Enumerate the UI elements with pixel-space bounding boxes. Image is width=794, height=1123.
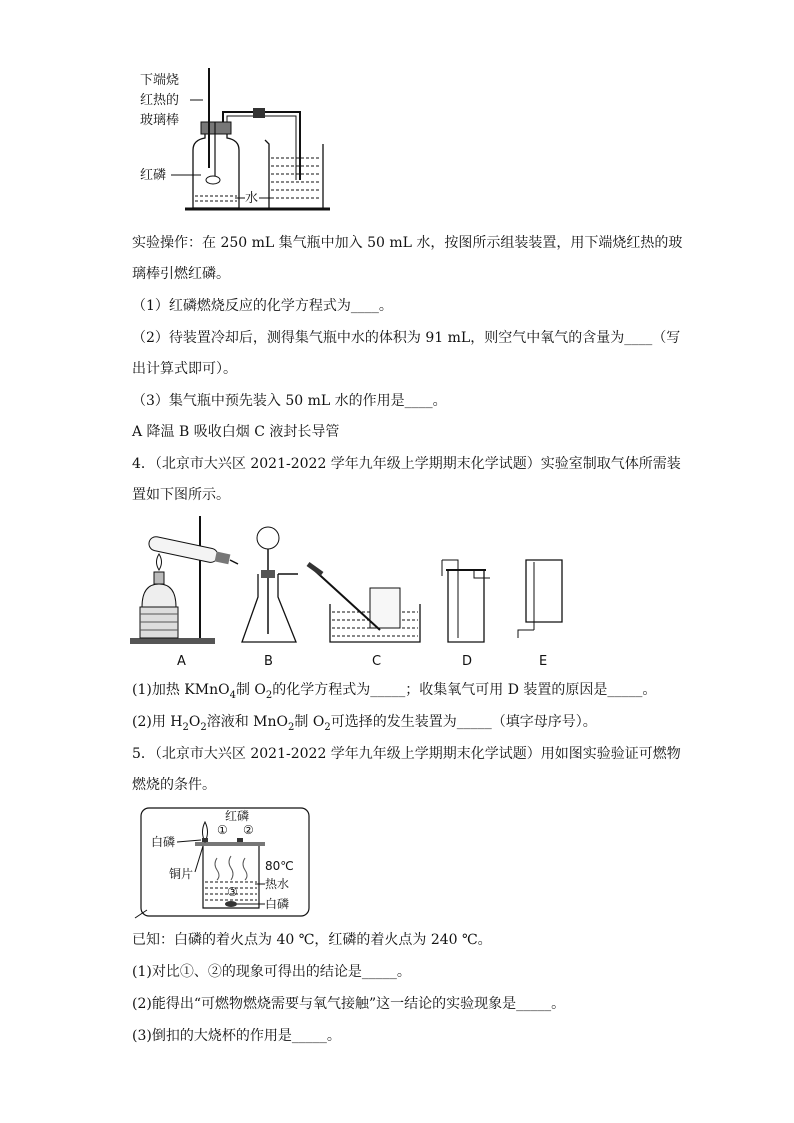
q3-sub-2-line-1: （2）待装置冷却后，测得集气瓶中水的体积为 91 mL，则空气中氧气的含量为____（写 — [132, 330, 681, 346]
apparatus-c — [308, 564, 420, 669]
q5-sub-1: (1)对比①、②的现象可得出的结论是_____。 — [132, 964, 411, 980]
label-temp: 80℃ — [265, 859, 294, 873]
q3-options: A 降温 B 吸收白烟 C 液封长导管 — [132, 424, 340, 440]
label-rod-line-2: 红热的 — [140, 93, 180, 108]
label-copper: 铜片 — [169, 867, 194, 881]
q3-intro-line-2: 璃棒引燃红磷。 — [132, 266, 230, 282]
label-c: C — [372, 654, 382, 669]
circle-2: ② — [243, 823, 254, 837]
label-red-phosphorus: 红磷 — [225, 809, 250, 823]
q3-sub-2-line-2: 出计算式即可）。 — [132, 361, 237, 377]
circle-1: ① — [217, 823, 228, 837]
q4-stem-line-1: 4．（北京市大兴区 2021-2022 学年九年级上学期期末化学试题）实验室制取气体所需装 — [132, 456, 681, 472]
apparatus-d — [442, 560, 490, 669]
label-white-phosphorus-bottom: 白磷 — [265, 897, 290, 911]
q3-intro-line-1: 实验操作：在 250 mL 集气瓶中加入 50 mL 水，按图所示组装装置，用下端烧红热的玻 — [132, 235, 683, 251]
q5-sub-2: (2)能得出“可燃物燃烧需要与氧气接触”这一结论的实验现象是_____。 — [132, 996, 566, 1012]
q3-sub-3: （3）集气瓶中预先装入 50 mL 水的作用是____。 — [132, 393, 447, 409]
apparatus-a — [130, 516, 238, 669]
q5-known: 已知：白磷的着火点为 40 ℃，红磷的着火点为 240 ℃。 — [132, 932, 492, 948]
label-white-phosphorus-top: 白磷 — [151, 835, 176, 849]
label-d: D — [462, 654, 473, 669]
q5-stem-line-1: 5．（北京市大兴区 2021-2022 学年九年级上学期期末化学试题）用如图实验验证可燃物 — [132, 746, 681, 762]
label-water: 水 — [245, 191, 259, 206]
label-rod-line-1: 下端烧 — [140, 73, 180, 88]
label-a: A — [177, 654, 186, 669]
apparatus-b — [242, 527, 298, 669]
label-hot-water: 热水 — [265, 877, 290, 891]
q3-sub-1: （1）红磷燃烧反应的化学方程式为____。 — [132, 298, 393, 314]
apparatus-e — [518, 560, 562, 669]
q4-sub-2: (2)用 $H_2O_2$溶液和 MnO$_2$制 $O_2$可选择的发生装置为_____（填字母序号）。 — [132, 714, 597, 733]
q4-sub-1: (1)加热 KMnO$_4$制 $O_2$的化学方程式为_____；收集氧气可用 D 装置的原因是_____。 — [132, 682, 657, 701]
figure-gas-apparatus-a-to-e — [130, 512, 570, 672]
circle-3: ③ — [227, 885, 238, 899]
figure-red-phosphorus-apparatus — [135, 68, 335, 216]
q5-sub-3: (3)倒扣的大烧杯的作用是_____。 — [132, 1028, 341, 1044]
figure-combustion-conditions — [133, 806, 311, 920]
q5-stem-line-2: 燃烧的条件。 — [132, 777, 216, 793]
label-b: B — [264, 654, 273, 669]
q4-stem-line-2: 置如下图所示。 — [132, 487, 230, 503]
label-rod-line-3: 玻璃棒 — [140, 113, 180, 128]
label-red-phosphorus: 红磷 — [140, 168, 167, 183]
label-e: E — [539, 654, 548, 669]
